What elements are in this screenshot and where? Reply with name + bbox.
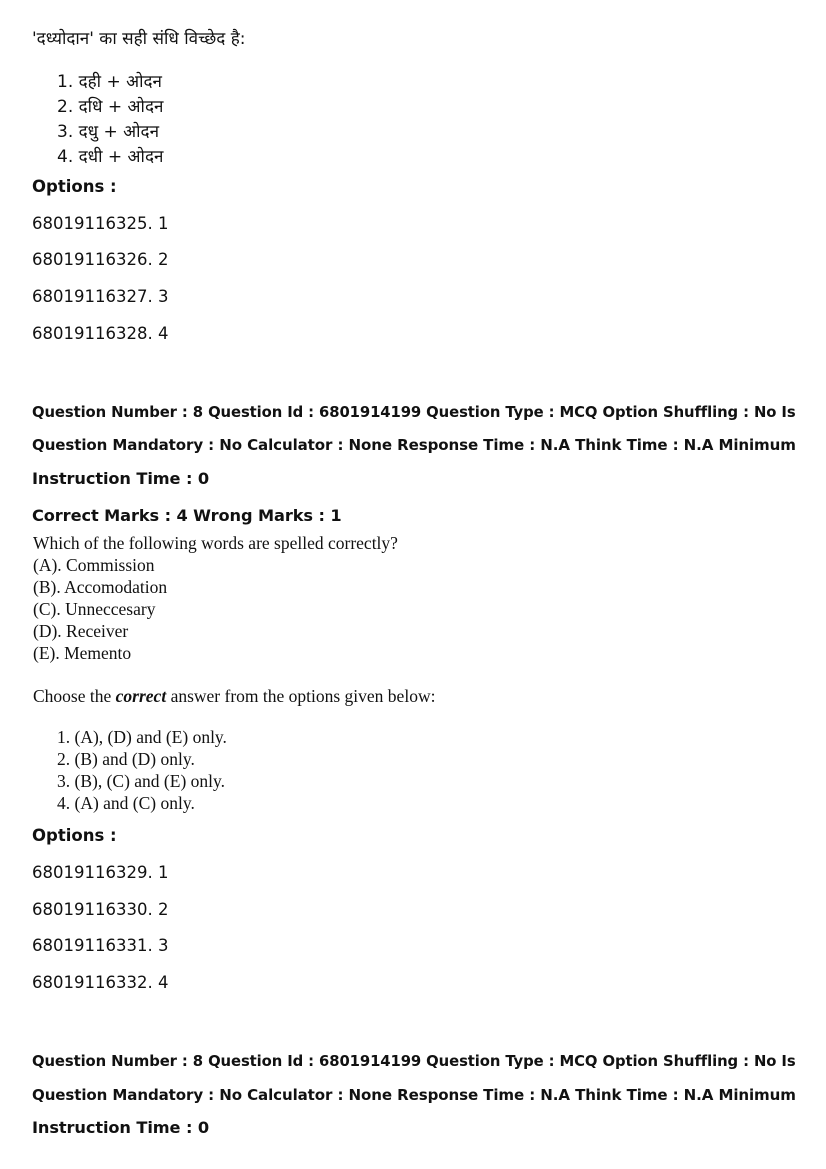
question-marks: Correct Marks : 4 Wrong Marks : 1 bbox=[32, 506, 342, 525]
choice-2: 2. दधि + ओदन bbox=[57, 97, 164, 117]
choice-3: 3. दधु + ओदन bbox=[57, 122, 160, 142]
options-label: Options : bbox=[32, 826, 117, 845]
option-item: 68019116331. 3 bbox=[32, 936, 169, 955]
statement-item: (C). Unneccesary bbox=[33, 599, 156, 619]
question-prompt: Which of the following words are spelled correctly? bbox=[33, 533, 398, 553]
option-item: 68019116332. 4 bbox=[32, 973, 169, 992]
choice-1: 1. दही + ओदन bbox=[57, 72, 162, 92]
question-meta-line2: Question Mandatory : No Calculator : None Response Time : N.A Think Time : N.A Minimum bbox=[32, 1086, 796, 1104]
choose-emphasis: correct bbox=[115, 686, 167, 706]
option-item: 68019116330. 2 bbox=[32, 900, 169, 919]
option-item: 68019116325. 1 bbox=[32, 214, 169, 233]
option-item: 68019116329. 1 bbox=[32, 863, 169, 882]
choice-2: 2. (B) and (D) only. bbox=[57, 749, 195, 769]
option-item: 68019116327. 3 bbox=[32, 287, 169, 306]
options-label: Options : bbox=[32, 177, 117, 196]
choose-post: answer from the options given below: bbox=[166, 686, 436, 706]
statement-item: (E). Memento bbox=[33, 643, 132, 663]
choose-pre: Choose the bbox=[33, 686, 116, 706]
choose-instruction bbox=[33, 686, 435, 707]
question-prompt-hindi: 'दध्योदान' का सही संधि विच्छेद है: bbox=[32, 29, 246, 49]
choice-4: 4. दधी + ओदन bbox=[57, 147, 164, 167]
choice-1: 1. (A), (D) and (E) only. bbox=[57, 727, 227, 747]
question-meta-line3: Instruction Time : 0 bbox=[32, 469, 210, 488]
statement-item: (D). Receiver bbox=[33, 621, 129, 641]
choice-3: 3. (B), (C) and (E) only. bbox=[57, 771, 225, 791]
statement-item: (B). Accomodation bbox=[33, 577, 168, 597]
choice-4: 4. (A) and (C) only. bbox=[57, 793, 195, 813]
question-meta-line1: Question Number : 8 Question Id : 6801914199 Question Type : MCQ Option Shuffling : No Is bbox=[32, 404, 796, 421]
statement-item: (A). Commission bbox=[33, 555, 155, 575]
option-item: 68019116326. 2 bbox=[32, 250, 169, 269]
question-meta-line3: Instruction Time : 0 bbox=[32, 1118, 210, 1137]
question-meta-line1: Question Number : 8 Question Id : 6801914199 Question Type : MCQ Option Shuffling : No Is bbox=[32, 1053, 796, 1070]
question-meta-line2: Question Mandatory : No Calculator : None Response Time : N.A Think Time : N.A Minimum bbox=[32, 436, 796, 454]
option-item: 68019116328. 4 bbox=[32, 324, 169, 343]
